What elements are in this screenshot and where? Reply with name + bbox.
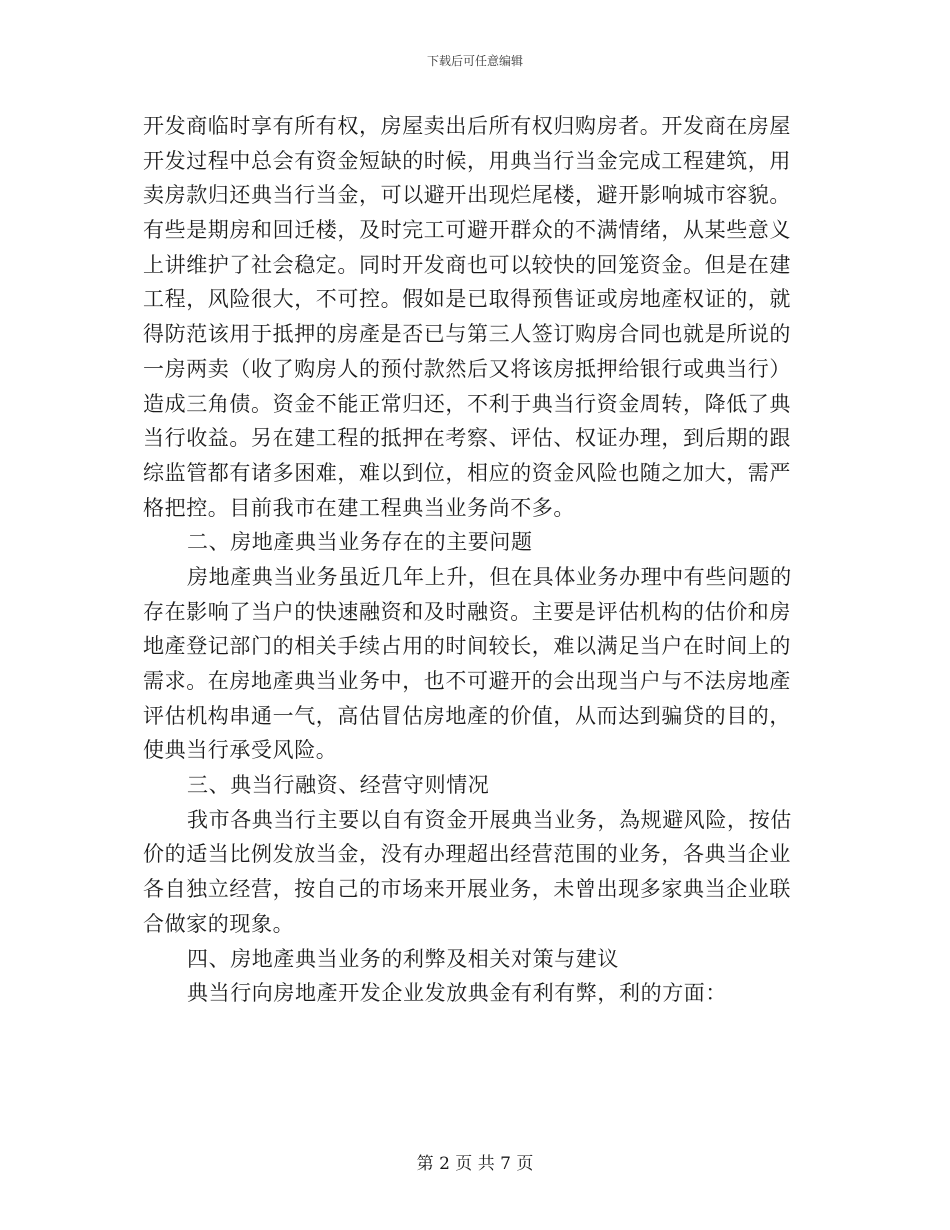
text-line: 开发商临时享有所有权，房屋卖出后所有权归购房者。开发商在房屋 [143,114,791,138]
text-line: 综监管都有诸多困难，难以到位，相应的资金风险也随之加大，需严 [143,460,791,485]
text-line: 评估机构串通一气，高估冒估房地產的价值，从而达到骗贷的目的， [143,703,791,728]
text-line: 工程，风险很大，不可控。假如是已取得预售证或房地產权证的，就 [143,287,791,312]
text-line: 我市各典当行主要以自有资金开展典当业务，為规避风险，按估 [187,807,792,832]
text-line: 开发过程中总会有资金短缺的时候，用典当行当金完成工程建筑，用 [143,148,791,173]
text-line: 地產登记部门的相关手续占用的时间较长，难以满足当户在时间上的 [143,634,791,659]
text-line: 价的适当比例发放当金，没有办理超出经营范围的业务，各典当企业 [143,842,791,867]
text-line: 有些是期房和回迁楼，及时完工可避开群众的不满情绪，从某些意义 [143,218,791,243]
text-line: 卖房款归还典当行当金，可以避开出现烂尾楼，避开影响城市容貌。 [143,183,791,208]
text-line: 各自独立经营，按自己的市场来开展业务，未曾出现多家典当企业联 [143,877,791,902]
page-header: 下载后可任意编辑 [426,54,523,68]
text-line: 得防范该用于抵押的房產是否已与第三人签订购房合同也就是所说的 [143,322,791,347]
text-line: 房地產典当业务虽近几年上升，但在具体业务办理中有些问题的 [187,564,792,589]
text-line: 当行收益。另在建工程的抵押在考察、评估、权证办理，到后期的跟 [143,426,791,451]
text-line: 使典当行承受风险。 [143,738,338,763]
text-line: 上讲维护了社会稳定。同时开发商也可以较快的回笼资金。但是在建 [143,252,791,277]
text-line: 合做家的现象。 [143,911,295,936]
document-body [143,109,811,1011]
section-heading: 二、房地產典当业务存在的主要问题 [187,530,533,555]
section-heading: 三、典当行融资、经营守则情况 [187,773,490,798]
page-number-footer: 第 2 页 共 7 页 [416,1154,534,1174]
section-heading: 四、房地產典当业务的利弊及相关对策与建议 [187,946,619,971]
text-line: 一房两卖（收了购房人的预付款然后又将该房抵押给银行或典当行） [143,356,791,381]
text-line: 需求。在房地產典当业务中，也不可避开的会出现当户与不法房地產 [143,669,791,693]
text-line: 格把控。目前我市在建工程典当业务尚不多。 [143,495,575,520]
text-line: 典当行向房地產开发企业发放典金有利有弊，利的方面： [187,981,727,1006]
text-line: 存在影响了当户的快速融资和及时融资。主要是评估机构的估价和房 [143,599,791,624]
text-line: 造成三角债。资金不能正常归还，不利于典当行资金周转，降低了典 [143,391,791,416]
